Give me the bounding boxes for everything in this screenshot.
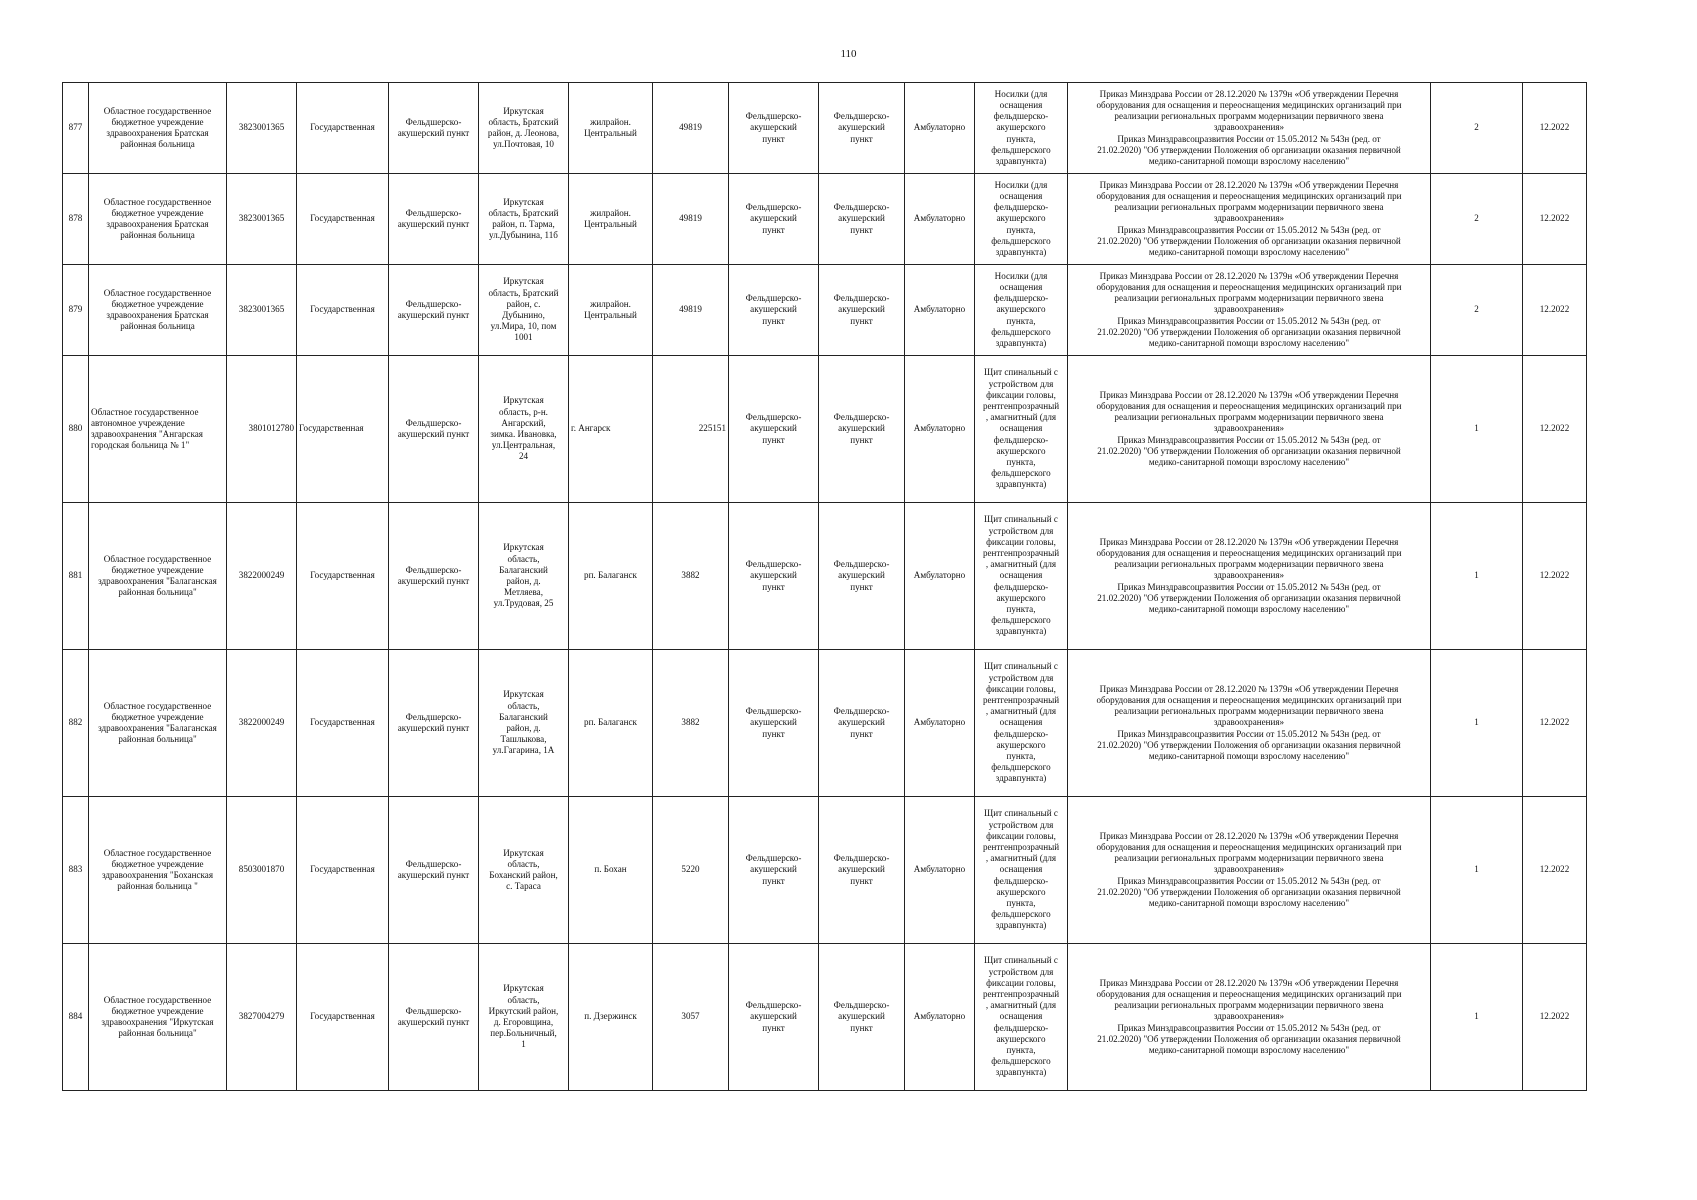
cell-legal-basis: Приказ Минздрава России от 28.12.2020 № 1379н «Об утверждении Перечня оборудования для оснащения и переоснащения медицинских организаций при реализации региональных программ модернизации первичного звена здравоохранения» Приказ Минздравсоцразвития России от 15.05.2012 № 543н (ред. от 21.02.2020) "Об утверждении Положения об организации оказания первичной медико-санитарной помощи взрослому населению" [1068, 83, 1431, 174]
cell-row-number: 877 [63, 83, 89, 174]
cell-facility-type: Фельдшерско- акушерский пункт [389, 944, 479, 1091]
cell-equipment: Щит спинальный с устройством для фиксации головы, рентгенпрозрачный , амагнитный (для оснащения фельдшерско- акушерского пункта, фельдшерского здравпункта) [975, 797, 1068, 944]
cell-inn: 3822000249 [227, 503, 297, 650]
cell-population: 3882 [653, 503, 729, 650]
cell-date: 12.2022 [1523, 356, 1587, 503]
cell-organization: Областное государственное бюджетное учреждение здравоохранения "Иркутская районная больница" [89, 944, 227, 1091]
cell-address: Иркутская область, Братский район, д. Леонова, ул.Почтовая, 10 [479, 83, 569, 174]
cell-care-type: Амбулаторно [905, 265, 975, 356]
cell-row-number: 884 [63, 944, 89, 1091]
equipment-registry-table [62, 82, 1587, 1091]
cell-care-type: Амбулаторно [905, 503, 975, 650]
cell-organization: Областное государственное бюджетное учреждение здравоохранения Братская районная больница [89, 265, 227, 356]
cell-row-number: 880 [63, 356, 89, 503]
cell-quantity: 1 [1431, 944, 1523, 1091]
cell-inn: 3801012780 [227, 356, 297, 503]
cell-subunit: Фельдшерско- акушерский пункт [819, 265, 905, 356]
cell-address: Иркутская область, Боханский район, с. Тараса [479, 797, 569, 944]
cell-ownership: Государственная [297, 174, 389, 265]
cell-inn: 3823001365 [227, 83, 297, 174]
cell-legal-basis: Приказ Минздрава России от 28.12.2020 № 1379н «Об утверждении Перечня оборудования для оснащения и переоснащения медицинских организаций при реализации региональных программ модернизации первичного звена здравоохранения» Приказ Минздравсоцразвития России от 15.05.2012 № 543н (ред. от 21.02.2020) "Об утверждении Положения об организации оказания первичной медико-санитарной помощи взрослому населению" [1068, 944, 1431, 1091]
cell-quantity: 2 [1431, 83, 1523, 174]
cell-row-number: 882 [63, 650, 89, 797]
cell-subunit: Фельдшерско- акушерский пункт [819, 174, 905, 265]
cell-subunit: Фельдшерско- акушерский пункт [819, 83, 905, 174]
cell-address: Иркутская область, Братский район, п. Тарма, ул.Дубынина, 11б [479, 174, 569, 265]
cell-organization: Областное государственное бюджетное учреждение здравоохранения "Балаганская районная больница" [89, 650, 227, 797]
cell-facility-type: Фельдшерско- акушерский пункт [389, 356, 479, 503]
cell-equipment: Носилки (для оснащения фельдшерско- акушерского пункта, фельдшерского здравпункта) [975, 174, 1068, 265]
cell-organization: Областное государственное бюджетное учреждение здравоохранения "Балаганская районная больница" [89, 503, 227, 650]
cell-legal-basis: Приказ Минздрава России от 28.12.2020 № 1379н «Об утверждении Перечня оборудования для оснащения и переоснащения медицинских организаций при реализации региональных программ модернизации первичного звена здравоохранения» Приказ Минздравсоцразвития России от 15.05.2012 № 543н (ред. от 21.02.2020) "Об утверждении Положения об организации оказания первичной медико-санитарной помощи взрослому населению" [1068, 797, 1431, 944]
cell-row-number: 879 [63, 265, 89, 356]
cell-address: Иркутская область, Братский район, с. Дубынино, ул.Мира, 10, пом 1001 [479, 265, 569, 356]
cell-organization: Областное государственное бюджетное учреждение здравоохранения "Боханская районная больница " [89, 797, 227, 944]
cell-subunit: Фельдшерско- акушерский пункт [819, 944, 905, 1091]
page-number: 110 [840, 48, 857, 60]
cell-subunit: Фельдшерско- акушерский пункт [819, 356, 905, 503]
cell-address: Иркутская область, Балаганский район, д. Метляева, ул.Трудовая, 25 [479, 503, 569, 650]
cell-inn: 8503001870 [227, 797, 297, 944]
cell-unit: Фельдшерско- акушерский пункт [729, 265, 819, 356]
cell-ownership: Государственная [297, 797, 389, 944]
cell-subunit: Фельдшерско- акушерский пункт [819, 650, 905, 797]
cell-facility-type: Фельдшерско- акушерский пункт [389, 650, 479, 797]
cell-date: 12.2022 [1523, 265, 1587, 356]
cell-care-type: Амбулаторно [905, 174, 975, 265]
cell-date: 12.2022 [1523, 503, 1587, 650]
cell-quantity: 1 [1431, 503, 1523, 650]
cell-settlement: жилрайон. Центральный [569, 174, 653, 265]
cell-legal-basis: Приказ Минздрава России от 28.12.2020 № 1379н «Об утверждении Перечня оборудования для оснащения и переоснащения медицинских организаций при реализации региональных программ модернизации первичного звена здравоохранения» Приказ Минздравсоцразвития России от 15.05.2012 № 543н (ред. от 21.02.2020) "Об утверждении Положения об организации оказания первичной медико-санитарной помощи взрослому населению" [1068, 650, 1431, 797]
cell-date: 12.2022 [1523, 650, 1587, 797]
cell-settlement: г. Ангарск [569, 356, 653, 503]
cell-equipment: Щит спинальный с устройством для фиксации головы, рентгенпрозрачный , амагнитный (для оснащения фельдшерско- акушерского пункта, фельдшерского здравпункта) [975, 503, 1068, 650]
cell-organization: Областное государственное автономное учреждение здравоохранения "Ангарская городская больница № 1" [89, 356, 227, 503]
cell-care-type: Амбулаторно [905, 650, 975, 797]
cell-legal-basis: Приказ Минздрава России от 28.12.2020 № 1379н «Об утверждении Перечня оборудования для оснащения и переоснащения медицинских организаций при реализации региональных программ модернизации первичного звена здравоохранения» Приказ Минздравсоцразвития России от 15.05.2012 № 543н (ред. от 21.02.2020) "Об утверждении Положения об организации оказания первичной медико-санитарной помощи взрослому населению" [1068, 265, 1431, 356]
table-row [63, 83, 1587, 174]
cell-population: 3057 [653, 944, 729, 1091]
cell-settlement: жилрайон. Центральный [569, 265, 653, 356]
cell-organization: Областное государственное бюджетное учреждение здравоохранения Братская районная больница [89, 83, 227, 174]
cell-settlement: жилрайон. Центральный [569, 83, 653, 174]
cell-unit: Фельдшерско- акушерский пункт [729, 650, 819, 797]
cell-unit: Фельдшерско- акушерский пункт [729, 174, 819, 265]
cell-facility-type: Фельдшерско- акушерский пункт [389, 83, 479, 174]
cell-population: 49819 [653, 83, 729, 174]
table-row [63, 650, 1587, 797]
cell-settlement: п. Бохан [569, 797, 653, 944]
table-row [63, 944, 1587, 1091]
cell-subunit: Фельдшерско- акушерский пункт [819, 797, 905, 944]
cell-ownership: Государственная [297, 650, 389, 797]
cell-care-type: Амбулаторно [905, 797, 975, 944]
cell-legal-basis: Приказ Минздрава России от 28.12.2020 № 1379н «Об утверждении Перечня оборудования для оснащения и переоснащения медицинских организаций при реализации региональных программ модернизации первичного звена здравоохранения» Приказ Минздравсоцразвития России от 15.05.2012 № 543н (ред. от 21.02.2020) "Об утверждении Положения об организации оказания первичной медико-санитарной помощи взрослому населению" [1068, 356, 1431, 503]
cell-population: 5220 [653, 797, 729, 944]
cell-population: 49819 [653, 265, 729, 356]
cell-facility-type: Фельдшерско- акушерский пункт [389, 174, 479, 265]
cell-care-type: Амбулаторно [905, 944, 975, 1091]
cell-date: 12.2022 [1523, 797, 1587, 944]
cell-unit: Фельдшерско- акушерский пункт [729, 503, 819, 650]
cell-row-number: 883 [63, 797, 89, 944]
cell-quantity: 1 [1431, 650, 1523, 797]
cell-equipment: Щит спинальный с устройством для фиксации головы, рентгенпрозрачный , амагнитный (для оснащения фельдшерско- акушерского пункта, фельдшерского здравпункта) [975, 356, 1068, 503]
cell-population: 3882 [653, 650, 729, 797]
table-row [63, 356, 1587, 503]
cell-legal-basis: Приказ Минздрава России от 28.12.2020 № 1379н «Об утверждении Перечня оборудования для оснащения и переоснащения медицинских организаций при реализации региональных программ модернизации первичного звена здравоохранения» Приказ Минздравсоцразвития России от 15.05.2012 № 543н (ред. от 21.02.2020) "Об утверждении Положения об организации оказания первичной медико-санитарной помощи взрослому населению" [1068, 503, 1431, 650]
cell-settlement: рп. Балаганск [569, 503, 653, 650]
cell-quantity: 1 [1431, 356, 1523, 503]
cell-quantity: 2 [1431, 174, 1523, 265]
cell-settlement: п. Дзержинск [569, 944, 653, 1091]
cell-subunit: Фельдшерско- акушерский пункт [819, 503, 905, 650]
cell-date: 12.2022 [1523, 83, 1587, 174]
cell-unit: Фельдшерско- акушерский пункт [729, 83, 819, 174]
cell-care-type: Амбулаторно [905, 356, 975, 503]
cell-inn: 3823001365 [227, 265, 297, 356]
cell-row-number: 881 [63, 503, 89, 650]
cell-equipment: Щит спинальный с устройством для фиксации головы, рентгенпрозрачный , амагнитный (для оснащения фельдшерско- акушерского пункта, фельдшерского здравпункта) [975, 944, 1068, 1091]
cell-settlement: рп. Балаганск [569, 650, 653, 797]
cell-legal-basis: Приказ Минздрава России от 28.12.2020 № 1379н «Об утверждении Перечня оборудования для оснащения и переоснащения медицинских организаций при реализации региональных программ модернизации первичного звена здравоохранения» Приказ Минздравсоцразвития России от 15.05.2012 № 543н (ред. от 21.02.2020) "Об утверждении Положения об организации оказания первичной медико-санитарной помощи взрослому населению" [1068, 174, 1431, 265]
cell-ownership: Государственная [297, 944, 389, 1091]
cell-date: 12.2022 [1523, 944, 1587, 1091]
cell-quantity: 2 [1431, 265, 1523, 356]
cell-equipment: Щит спинальный с устройством для фиксации головы, рентгенпрозрачный , амагнитный (для оснащения фельдшерско- акушерского пункта, фельдшерского здравпункта) [975, 650, 1068, 797]
table-row [63, 265, 1587, 356]
cell-date: 12.2022 [1523, 174, 1587, 265]
cell-ownership: Государственная [297, 265, 389, 356]
cell-equipment: Носилки (для оснащения фельдшерско- акушерского пункта, фельдшерского здравпункта) [975, 83, 1068, 174]
cell-facility-type: Фельдшерско- акушерский пункт [389, 265, 479, 356]
cell-address: Иркутская область, Балаганский район, д. Ташлыкова, ул.Гагарина, 1А [479, 650, 569, 797]
cell-ownership: Государственная [297, 356, 389, 503]
table-row [63, 503, 1587, 650]
cell-inn: 3823001365 [227, 174, 297, 265]
cell-population: 225151 [653, 356, 729, 503]
cell-organization: Областное государственное бюджетное учреждение здравоохранения Братская районная больница [89, 174, 227, 265]
cell-care-type: Амбулаторно [905, 83, 975, 174]
cell-facility-type: Фельдшерско- акушерский пункт [389, 797, 479, 944]
cell-unit: Фельдшерско- акушерский пункт [729, 944, 819, 1091]
cell-row-number: 878 [63, 174, 89, 265]
cell-unit: Фельдшерско- акушерский пункт [729, 797, 819, 944]
cell-ownership: Государственная [297, 83, 389, 174]
table-row [63, 174, 1587, 265]
cell-ownership: Государственная [297, 503, 389, 650]
cell-address: Иркутская область, р-н. Ангарский, зимка. Ивановка, ул.Центральная, 24 [479, 356, 569, 503]
cell-equipment: Носилки (для оснащения фельдшерско- акушерского пункта, фельдшерского здравпункта) [975, 265, 1068, 356]
cell-address: Иркутская область, Иркутский район, д. Егоровщина, пер.Больничный, 1 [479, 944, 569, 1091]
cell-quantity: 1 [1431, 797, 1523, 944]
cell-inn: 3822000249 [227, 650, 297, 797]
table-row [63, 797, 1587, 944]
cell-unit: Фельдшерско- акушерский пункт [729, 356, 819, 503]
cell-population: 49819 [653, 174, 729, 265]
cell-facility-type: Фельдшерско- акушерский пункт [389, 503, 479, 650]
cell-inn: 3827004279 [227, 944, 297, 1091]
